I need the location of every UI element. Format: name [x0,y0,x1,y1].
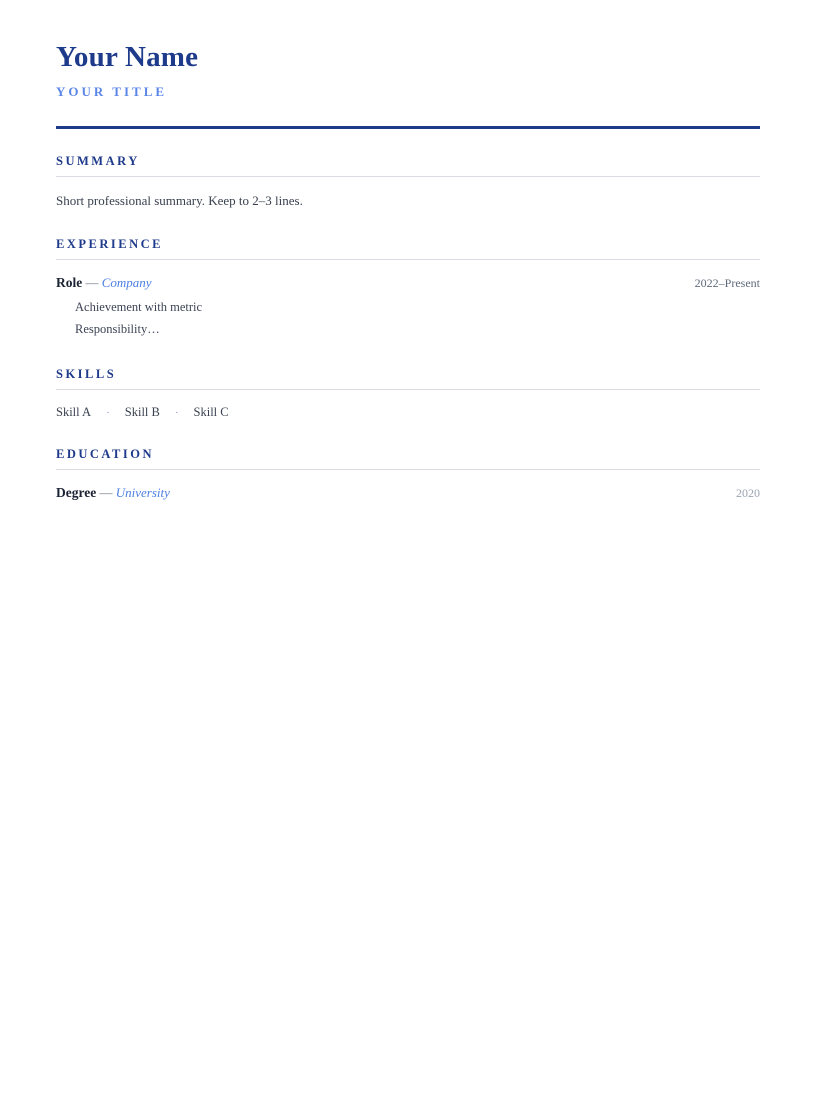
company-link[interactable]: Company [101,274,152,290]
degree-name: Degree [56,484,97,500]
skills-heading: SKILLS [56,367,760,390]
summary-text: Short professional summary. Keep to 2–3 lines. [56,192,303,208]
section-education [56,447,760,501]
experience-bullet: Responsibility… [75,322,160,337]
header-divider [56,126,760,129]
skill-item: Skill B [124,404,160,419]
education-entry-title [56,485,170,501]
role-company-separator: — [85,274,99,290]
summary-heading: SUMMARY [56,154,760,177]
education-heading: EDUCATION [56,447,760,470]
person-name: Your Name [56,41,199,73]
skill-separator-dot: · [174,406,179,419]
education-year: 2020 [736,485,760,500]
section-summary [56,154,760,210]
skills-list [56,405,760,420]
education-entry [56,485,760,501]
experience-bullet: Achievement with metric [75,299,203,314]
experience-dates: 2022–Present [694,275,760,290]
section-skills [56,367,760,420]
experience-entry [56,275,760,340]
role-name: Role [56,274,83,290]
person-title: YOUR TITLE [56,83,168,99]
resume-header [56,40,760,100]
degree-school-separator: — [99,484,113,500]
experience-bullet-list [56,298,760,340]
experience-entry-title [56,275,152,291]
skill-item: Skill A [56,404,92,419]
experience-entry-head [56,275,760,291]
skill-item: Skill C [193,404,229,419]
section-experience [56,237,760,340]
experience-heading: EXPERIENCE [56,237,760,260]
university-link[interactable]: University [115,484,170,500]
skill-separator-dot: · [106,406,110,419]
